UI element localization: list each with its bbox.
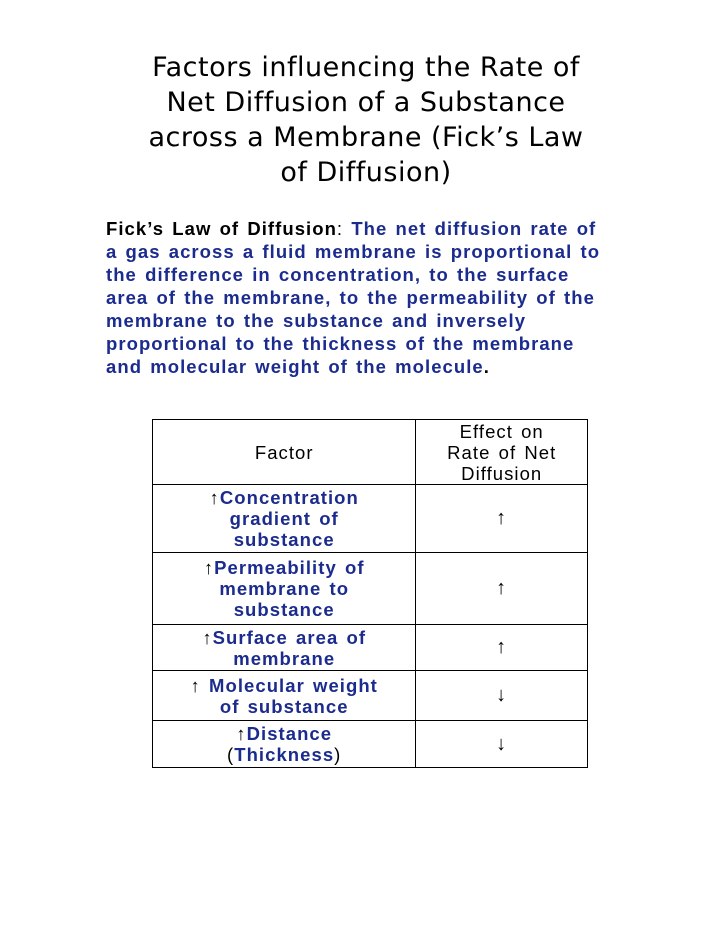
factor-cell (153, 553, 416, 625)
factor-line: Permeability of (214, 557, 365, 578)
definition-term: Fick’s Law of Diffusion (106, 218, 337, 239)
header-effect-line-3: Diffusion (461, 463, 543, 484)
factor-line: substance (233, 529, 335, 550)
header-effect-line-2: Rate of Net (447, 442, 557, 463)
factor-line: Thickness (234, 744, 335, 765)
paren-open: ( (227, 744, 235, 765)
increase-arrow-icon: ↑ (209, 487, 220, 508)
factor-line: membrane (233, 647, 336, 669)
increase-arrow-icon: ↑ (496, 577, 508, 599)
effect-cell (416, 625, 588, 671)
table-row (153, 671, 588, 721)
factor-line: gradient of (229, 508, 339, 529)
factor-line: Molecular weight (209, 674, 378, 696)
increase-arrow-icon: ↑ (202, 626, 213, 648)
title-line-4: of Diffusion) (280, 157, 452, 188)
increase-arrow-icon: ↑ (203, 557, 215, 578)
decrease-arrow-icon: ↓ (496, 684, 508, 706)
definition-period: . (483, 356, 490, 377)
effect-cell (416, 671, 588, 721)
effect-cell (416, 553, 588, 625)
factor-cell (153, 721, 416, 768)
header-effect (416, 420, 588, 485)
factor-line: membrane to (219, 578, 350, 599)
page-title (106, 50, 626, 190)
title-line-3: across a Membrane (Fick’s Law (148, 122, 584, 153)
definition-separator: : (336, 218, 344, 239)
decrease-arrow-icon: ↓ (496, 732, 508, 755)
table-row (153, 625, 588, 671)
factor-cell (153, 485, 416, 553)
factor-line: Surface area of (212, 626, 367, 648)
table-row (153, 485, 588, 553)
definition-text: The net diffusion rate of a gas across a fluid membrane is proportional to the difference in concentration, to the surface area of the membrane, to the permeability of the membrane to the substance and inversely proportional to the thickness of the membrane and molecular weight of the molecule (106, 218, 601, 377)
effect-cell (416, 721, 588, 768)
increase-arrow-icon: ↑ (236, 723, 247, 744)
factor-cell (153, 671, 416, 721)
header-effect-line-1: Effect on (459, 421, 544, 442)
increase-arrow-icon: ↑ (190, 674, 210, 696)
ficks-law-definition (106, 217, 606, 378)
paren-close: ) (334, 744, 342, 765)
effect-cell (416, 485, 588, 553)
table-row (153, 553, 588, 625)
table-header-row (153, 420, 588, 485)
factors-table (152, 419, 588, 768)
factor-line: of substance (219, 695, 349, 717)
table-row (153, 721, 588, 768)
header-factor (153, 420, 416, 485)
factor-cell (153, 625, 416, 671)
header-factor-label: Factor (254, 441, 314, 463)
title-line-2: Net Diffusion of a Substance (166, 87, 566, 118)
factor-line: Concentration (219, 487, 359, 508)
factor-line: substance (233, 599, 335, 620)
factor-line: Distance (246, 723, 333, 744)
increase-arrow-icon: ↑ (496, 636, 508, 658)
increase-arrow-icon: ↑ (496, 507, 508, 529)
title-line-1: Factors influencing the Rate of (152, 52, 580, 83)
